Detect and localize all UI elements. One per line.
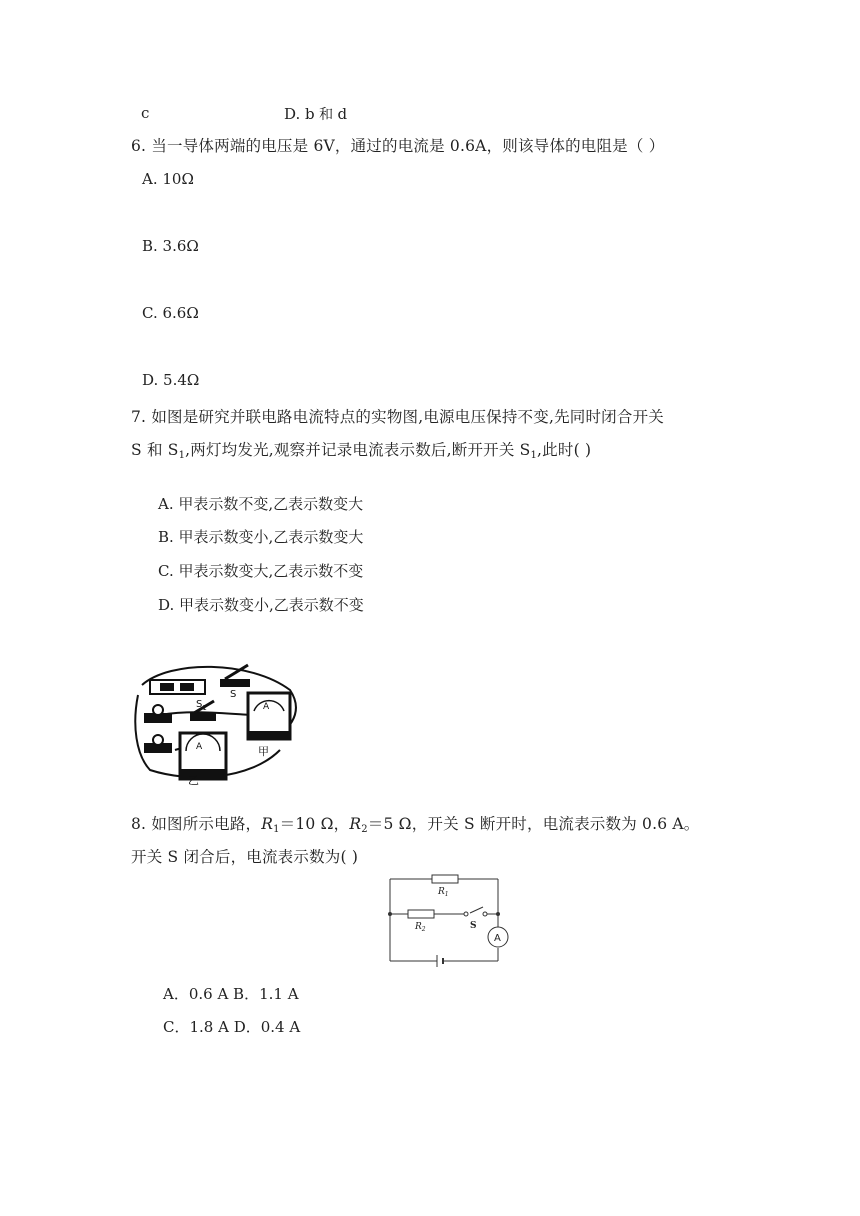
figure-label-r1: R	[438, 887, 445, 897]
question-7-option-d: D. 甲表示数变小,乙表示数不变	[158, 596, 364, 614]
fragment-option-d	[284, 104, 347, 124]
ammeter-yi-label-a: A	[196, 742, 203, 752]
figure-label-r2: R	[415, 922, 422, 932]
question-7-line2-c: ,此时( )	[537, 441, 592, 459]
question-6-option-c: C. 6.6Ω	[142, 304, 199, 322]
question-8-l1-a: 8. 如图所示电路，	[131, 815, 262, 833]
question-7-line2-b: ,两灯均发光,观察并记录电流表示数后,断开开关 S	[185, 441, 531, 459]
question-7-line2-sub2: 1	[530, 450, 538, 461]
question-7-option-b: B. 甲表示数变小,乙表示数变大	[158, 528, 364, 546]
figure-label-yi: 乙	[188, 774, 199, 785]
figure-label-s: S	[470, 921, 477, 931]
battery-icon	[150, 680, 205, 694]
bulb-icon	[153, 705, 163, 715]
ammeter-jia-label-a: A	[263, 702, 270, 712]
question-6-stem: 6. 当一导体两端的电压是 6V，通过的电流是 0.6A，则该导体的电阻是（ ）	[131, 137, 665, 155]
question-8-stem-line1	[131, 812, 700, 835]
fragment-option-d-prefix: D. b	[284, 105, 315, 123]
figure-label-jia: 甲	[258, 745, 269, 758]
fragment-c: c	[141, 104, 150, 122]
question-8-options-row1: A．0.6 A B．1.1 A	[163, 985, 299, 1003]
question-7-option-c: C. 甲表示数变大,乙表示数不变	[158, 562, 364, 580]
question-6-option-b: B. 3.6Ω	[142, 237, 199, 255]
battery-cell-icon	[160, 683, 174, 691]
svg-text:R1	[437, 887, 449, 898]
resistor-r2-icon	[408, 910, 434, 918]
question-8-r2-sub: 2	[361, 824, 368, 835]
question-6-option-a: A. 10Ω	[142, 170, 194, 188]
question-8-l1-c: ＝5 Ω，开关 S 断开时，电流表示数为 0.6 A。	[367, 815, 700, 833]
question-6-option-d: D. 5.4Ω	[142, 371, 200, 389]
question-7-circuit-figure	[130, 655, 305, 785]
question-8-stem-line2: 开关 S 闭合后，电流表示数为( )	[131, 848, 359, 866]
switch-s-icon	[220, 679, 250, 687]
figure-label-r2-sub: 2	[421, 926, 426, 933]
figure-label-s1-sub: 1	[202, 704, 207, 712]
figure-label-s: S	[230, 689, 237, 700]
question-8-l1-b: ＝10 Ω，	[279, 815, 350, 833]
question-8-options-row2: C．1.8 A D．0.4 A	[163, 1018, 301, 1036]
question-8-r1: R	[261, 815, 274, 833]
bulb-icon	[153, 735, 163, 745]
question-7-stem-line2	[131, 438, 591, 461]
ammeter-label: A	[494, 933, 501, 944]
question-7-stem-line1: 7. 如图是研究并联电路电流特点的实物图,电源电压保持不变,先同时闭合开关	[131, 408, 664, 426]
question-8-r2: R	[349, 815, 362, 833]
fragment-option-d-suffix: d	[337, 105, 348, 123]
fragment-option-d-mid: 和	[314, 107, 338, 123]
battery-cell-icon	[180, 683, 194, 691]
switch-s-contact-icon	[464, 912, 468, 916]
resistor-r1-icon	[432, 875, 458, 883]
junction-right-icon	[496, 912, 500, 916]
switch-s-contact-icon	[483, 912, 487, 916]
question-7-option-a: A. 甲表示数不变,乙表示数变大	[158, 495, 364, 513]
figure-label-s1: S	[196, 699, 203, 710]
svg-text:R2	[414, 922, 426, 933]
question-8-r1-sub: 1	[273, 824, 280, 835]
question-7-line2-a: S 和 S	[131, 441, 179, 459]
question-7-line2-sub1: 1	[178, 450, 186, 461]
junction-left-icon	[388, 912, 392, 916]
switch-s1-icon	[190, 713, 216, 721]
figure-label-r1-sub: 1	[444, 891, 449, 898]
question-8-circuit-diagram	[380, 872, 515, 967]
switch-s-blade-icon	[470, 907, 483, 913]
